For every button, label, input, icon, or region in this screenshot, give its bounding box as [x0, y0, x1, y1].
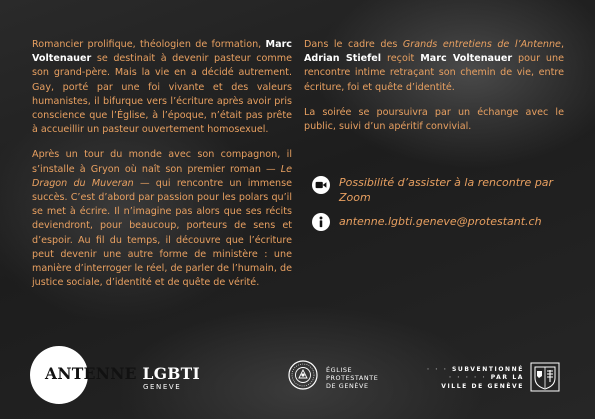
- zoom-text: Possibilité d’assister à la rencontre par Zoom: [339, 176, 554, 204]
- logo-title-b: LGBTI: [142, 364, 201, 383]
- ville-line: SUBVENTIONNÉ: [451, 366, 524, 373]
- ville-line: PAR LA: [490, 374, 524, 382]
- bio-paragraph-2: [32, 148, 292, 290]
- epg-line: ÉGLISE: [326, 366, 353, 374]
- bio-text: Après un tour du monde avec son compagnon, il s’installe à Gryon où naît son premier roman —: [32, 149, 292, 175]
- event-text: Dans le cadre des: [304, 39, 403, 50]
- ville-de-geneve-logo: [422, 362, 572, 394]
- antenne-lgbti-logo: [30, 346, 201, 404]
- zoom-info: [312, 176, 562, 205]
- eglise-protestante-logo: [288, 360, 398, 394]
- epg-line: PROTESTANTE: [326, 374, 379, 382]
- right-column: [304, 38, 564, 145]
- book-title: Le Dragon du Muveran: [32, 163, 292, 189]
- author-name: Marc Voltenauer: [32, 39, 292, 65]
- bio-paragraph-1: [32, 38, 292, 137]
- bio-text: Romancier prolifique, théologien de formation,: [32, 39, 266, 50]
- ville-text: · · · SUBVENTIONNÉ · · · · · PAR LA VILLE DE GENÈVE: [422, 366, 524, 391]
- host-name: Adrian Stiefel: [304, 53, 382, 65]
- ville-line: VILLE DE GENÈVE: [441, 382, 524, 390]
- contact-email[interactable]: antenne.lgbti.geneve@protestant.ch: [339, 214, 542, 228]
- event-paragraph: [304, 38, 564, 95]
- event-series-name: Grands entretiens de l’Antenne: [402, 39, 561, 50]
- video-camera-icon: [312, 176, 330, 194]
- info-icon: [312, 213, 330, 231]
- guest-name: Marc Voltenauer: [420, 53, 513, 65]
- seal-icon: [288, 360, 318, 390]
- logo-title: [45, 364, 200, 383]
- event-text: reçoit: [381, 53, 421, 65]
- event-text: ,: [560, 39, 565, 50]
- logo-title-a: ANTENNE: [45, 364, 137, 383]
- logo-subtitle: GENEVE: [143, 383, 182, 391]
- contact-info: [312, 213, 562, 231]
- bio-text: — qui rencontre un immense succès. C’est d’abord par passion pour les polars qu’il se met à écrire. Il n’imagine pas alors que ses récits deviendront, pour beaucoup, porteurs de sens et d’espoir. Au fil du temps, il découvre que l’écriture peut devenir une autre forme de ministère : une manière d’interroger le réel, de parler de l’humain, de justice sociale, d’identité et de quête de vérité.: [32, 177, 292, 289]
- left-column: [32, 38, 292, 301]
- evening-paragraph: La soirée se poursuivra par un échange avec le public, suivi d’un apéritif convivial.: [304, 106, 564, 133]
- bio-text: se destinait à devenir pasteur comme son grand-père. Mais la vie en a décidé autrement. Gay, porté par une foi vivante et des valeurs humanistes, il bifurque vers l’écriture après avoir pris conscience que l’Église, à l’époque, n’était pas prête à accueillir un pasteur ouvertement homosexuel.: [32, 53, 292, 136]
- epg-text: [326, 366, 378, 390]
- epg-line: DE GENÈVE: [326, 382, 369, 390]
- event-text: pour une rencontre intime retraçant son chemin de vie, entre écriture, foi et quête d’identité.: [304, 53, 565, 93]
- geneva-crest-icon: [530, 362, 560, 392]
